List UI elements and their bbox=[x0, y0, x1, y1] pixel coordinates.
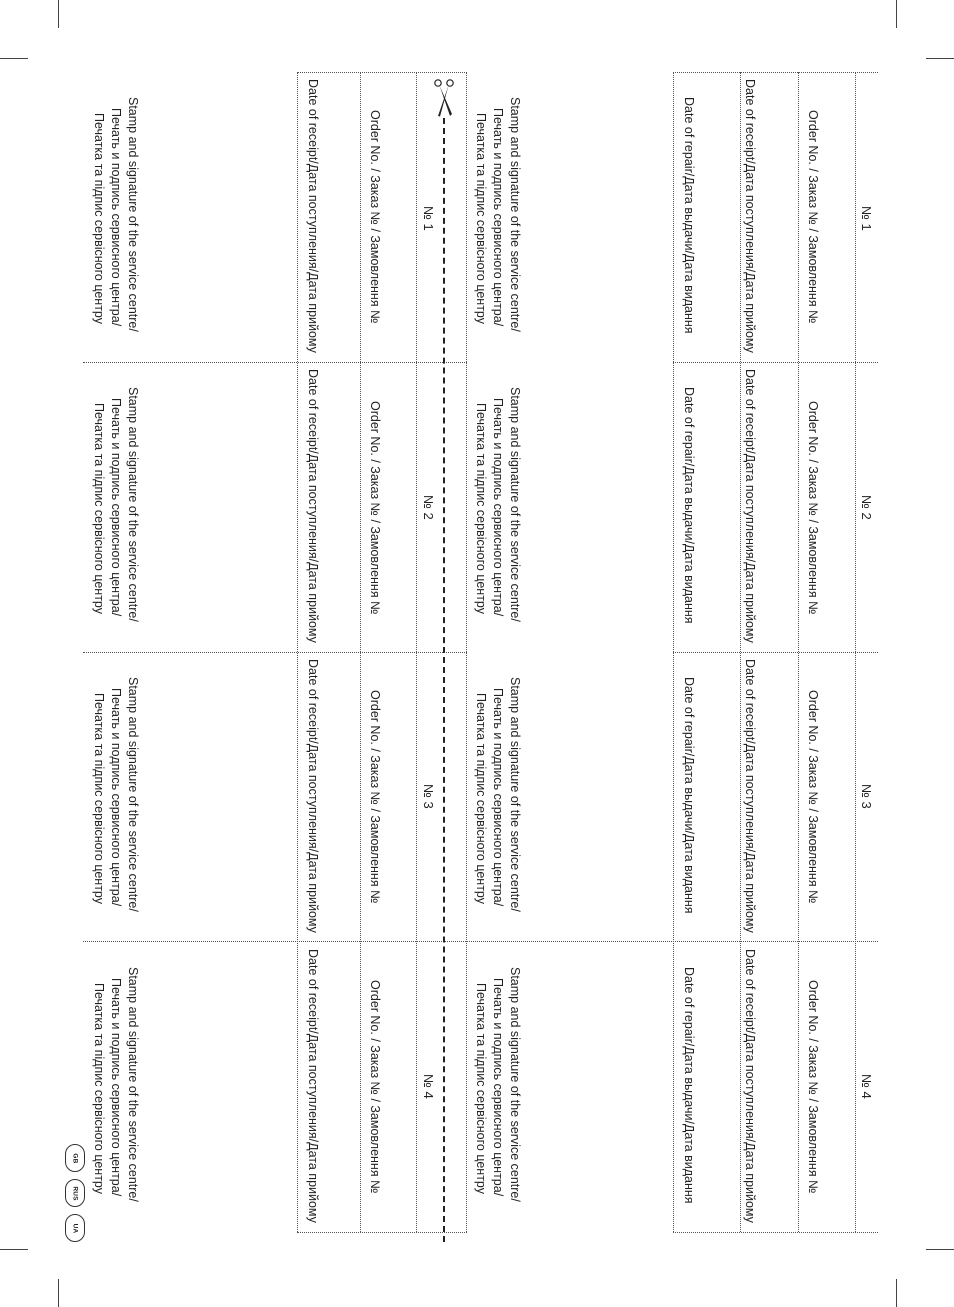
card-separator bbox=[673, 652, 878, 653]
date-of-repair-label: Date of repair/Дата выдачи/Дата видання bbox=[682, 677, 696, 914]
stub-number: № 1 bbox=[421, 206, 436, 231]
card-number: № 4 bbox=[859, 1074, 874, 1099]
stub-date-of-receipt-label: Date of receipt/Дата поступления/Дата прийому bbox=[306, 659, 320, 933]
stamp-signature-label: Stamp and signature of the service centre/ bbox=[508, 97, 522, 332]
stub-stamp-signature-label: Печатка та підпис сервісного центру bbox=[92, 983, 106, 1194]
stamp-signature-label: Печатка та підпис сервісного центру bbox=[474, 693, 488, 904]
stamp-signature-label: Печатка та підпис сервісного центру bbox=[474, 983, 488, 1194]
stamp-signature-label: Stamp and signature of the service centre/ bbox=[508, 387, 522, 622]
stamp-signature-label: Stamp and signature of the service centre/ bbox=[508, 967, 522, 1202]
date-of-repair-label: Date of repair/Дата выдачи/Дата видання bbox=[682, 967, 696, 1204]
stub-stamp-signature-label: Stamp and signature of the service centre/ bbox=[126, 677, 140, 912]
order-number-label: Order No. / Заказ № / Замовлення № bbox=[806, 401, 820, 615]
stub-number: № 2 bbox=[421, 495, 436, 520]
stub-stamp-signature-label: Печать и подпись сервисного центра/ bbox=[109, 688, 123, 907]
stub-stamp-signature-label: Печатка та підпис сервісного центру bbox=[92, 693, 106, 904]
stub-stamp-signature-label: Печатка та підпис сервісного центру bbox=[92, 403, 106, 614]
crop-mark bbox=[926, 58, 954, 59]
stub-date-of-receipt-label: Date of receipt/Дата поступления/Дата прийому bbox=[306, 949, 320, 1223]
stamp-signature-label: Печатка та підпис сервісного центру bbox=[474, 403, 488, 614]
stamp-signature-label: Stamp and signature of the service centre/ bbox=[508, 677, 522, 912]
date-of-receipt-label: Date of receipt/Дата поступления/Дата прийому bbox=[743, 659, 757, 933]
card-separator bbox=[83, 941, 878, 942]
stub-stamp-signature-label: Stamp and signature of the service centre/ bbox=[126, 97, 140, 332]
stub-separator bbox=[297, 1232, 467, 1233]
date-of-receipt-label: Date of receipt/Дата поступления/Дата прийому bbox=[743, 79, 757, 353]
stub-separator bbox=[83, 652, 467, 653]
stamp-signature-label: Печать и подпись сервисного центра/ bbox=[491, 688, 505, 907]
stamp-signature-label: Печатка та підпис сервісного центру bbox=[474, 113, 488, 324]
stub-order-number-label: Order No. / Заказ № / Замовлення № bbox=[368, 980, 382, 1194]
cut-line bbox=[443, 118, 445, 1242]
stub-number: № 3 bbox=[421, 784, 436, 809]
crop-mark bbox=[926, 1249, 954, 1250]
order-number-label: Order No. / Заказ № / Замовлення № bbox=[806, 690, 820, 904]
card-number: № 2 bbox=[859, 495, 874, 520]
card-number: № 1 bbox=[859, 206, 874, 231]
stub-stamp-signature-label: Печать и подпись сервисного центра/ bbox=[109, 978, 123, 1197]
card-separator bbox=[673, 1232, 878, 1233]
crop-mark bbox=[896, 0, 897, 28]
stub-stamp-signature-label: Печать и подпись сервисного центра/ bbox=[109, 398, 123, 617]
crop-mark bbox=[896, 1279, 897, 1307]
crop-mark bbox=[0, 58, 28, 59]
stamp-signature-label: Печать и подпись сервисного центра/ bbox=[491, 108, 505, 327]
stub-stamp-signature-label: Stamp and signature of the service centre/ bbox=[126, 387, 140, 622]
stub-stamp-signature-label: Stamp and signature of the service centre/ bbox=[126, 967, 140, 1202]
card-number: № 3 bbox=[859, 784, 874, 809]
card-separator bbox=[673, 72, 878, 73]
date-of-repair-label: Date of repair/Дата выдачи/Дата видання bbox=[682, 387, 696, 624]
crop-mark bbox=[58, 0, 59, 28]
date-of-repair-label: Date of repair/Дата выдачи/Дата видання bbox=[682, 97, 696, 334]
crop-mark bbox=[0, 1249, 28, 1250]
language-badge-ua: UA bbox=[65, 1214, 85, 1242]
order-number-label: Order No. / Заказ № / Замовлення № bbox=[806, 980, 820, 1194]
stub-number: № 4 bbox=[421, 1074, 436, 1099]
stub-separator bbox=[83, 362, 467, 363]
language-badge-gb: GB bbox=[65, 1144, 85, 1172]
stub-order-number-label: Order No. / Заказ № / Замовлення № bbox=[368, 110, 382, 324]
stamp-signature-label: Печать и подпись сервисного центра/ bbox=[491, 398, 505, 617]
stub-order-number-label: Order No. / Заказ № / Замовлення № bbox=[368, 401, 382, 615]
stub-order-number-label: Order No. / Заказ № / Замовлення № bbox=[368, 690, 382, 904]
stub-date-of-receipt-label: Date of receipt/Дата поступления/Дата прийому bbox=[306, 369, 320, 643]
order-number-label: Order No. / Заказ № / Замовлення № bbox=[806, 110, 820, 324]
language-badge-rus: RUS bbox=[65, 1179, 85, 1207]
stub-date-of-receipt-label: Date of receipt/Дата поступления/Дата прийому bbox=[306, 79, 320, 353]
stub-stamp-signature-label: Печатка та підпис сервісного центру bbox=[92, 113, 106, 324]
stub-stamp-signature-label: Печать и подпись сервисного центра/ bbox=[109, 108, 123, 327]
card-separator bbox=[673, 362, 878, 363]
crop-mark bbox=[58, 1279, 59, 1307]
stub-separator bbox=[297, 72, 467, 73]
scissors-icon bbox=[428, 76, 462, 122]
stamp-signature-label: Печать и подпись сервисного центра/ bbox=[491, 978, 505, 1197]
date-of-receipt-label: Date of receipt/Дата поступления/Дата прийому bbox=[743, 949, 757, 1223]
date-of-receipt-label: Date of receipt/Дата поступления/Дата прийому bbox=[743, 369, 757, 643]
